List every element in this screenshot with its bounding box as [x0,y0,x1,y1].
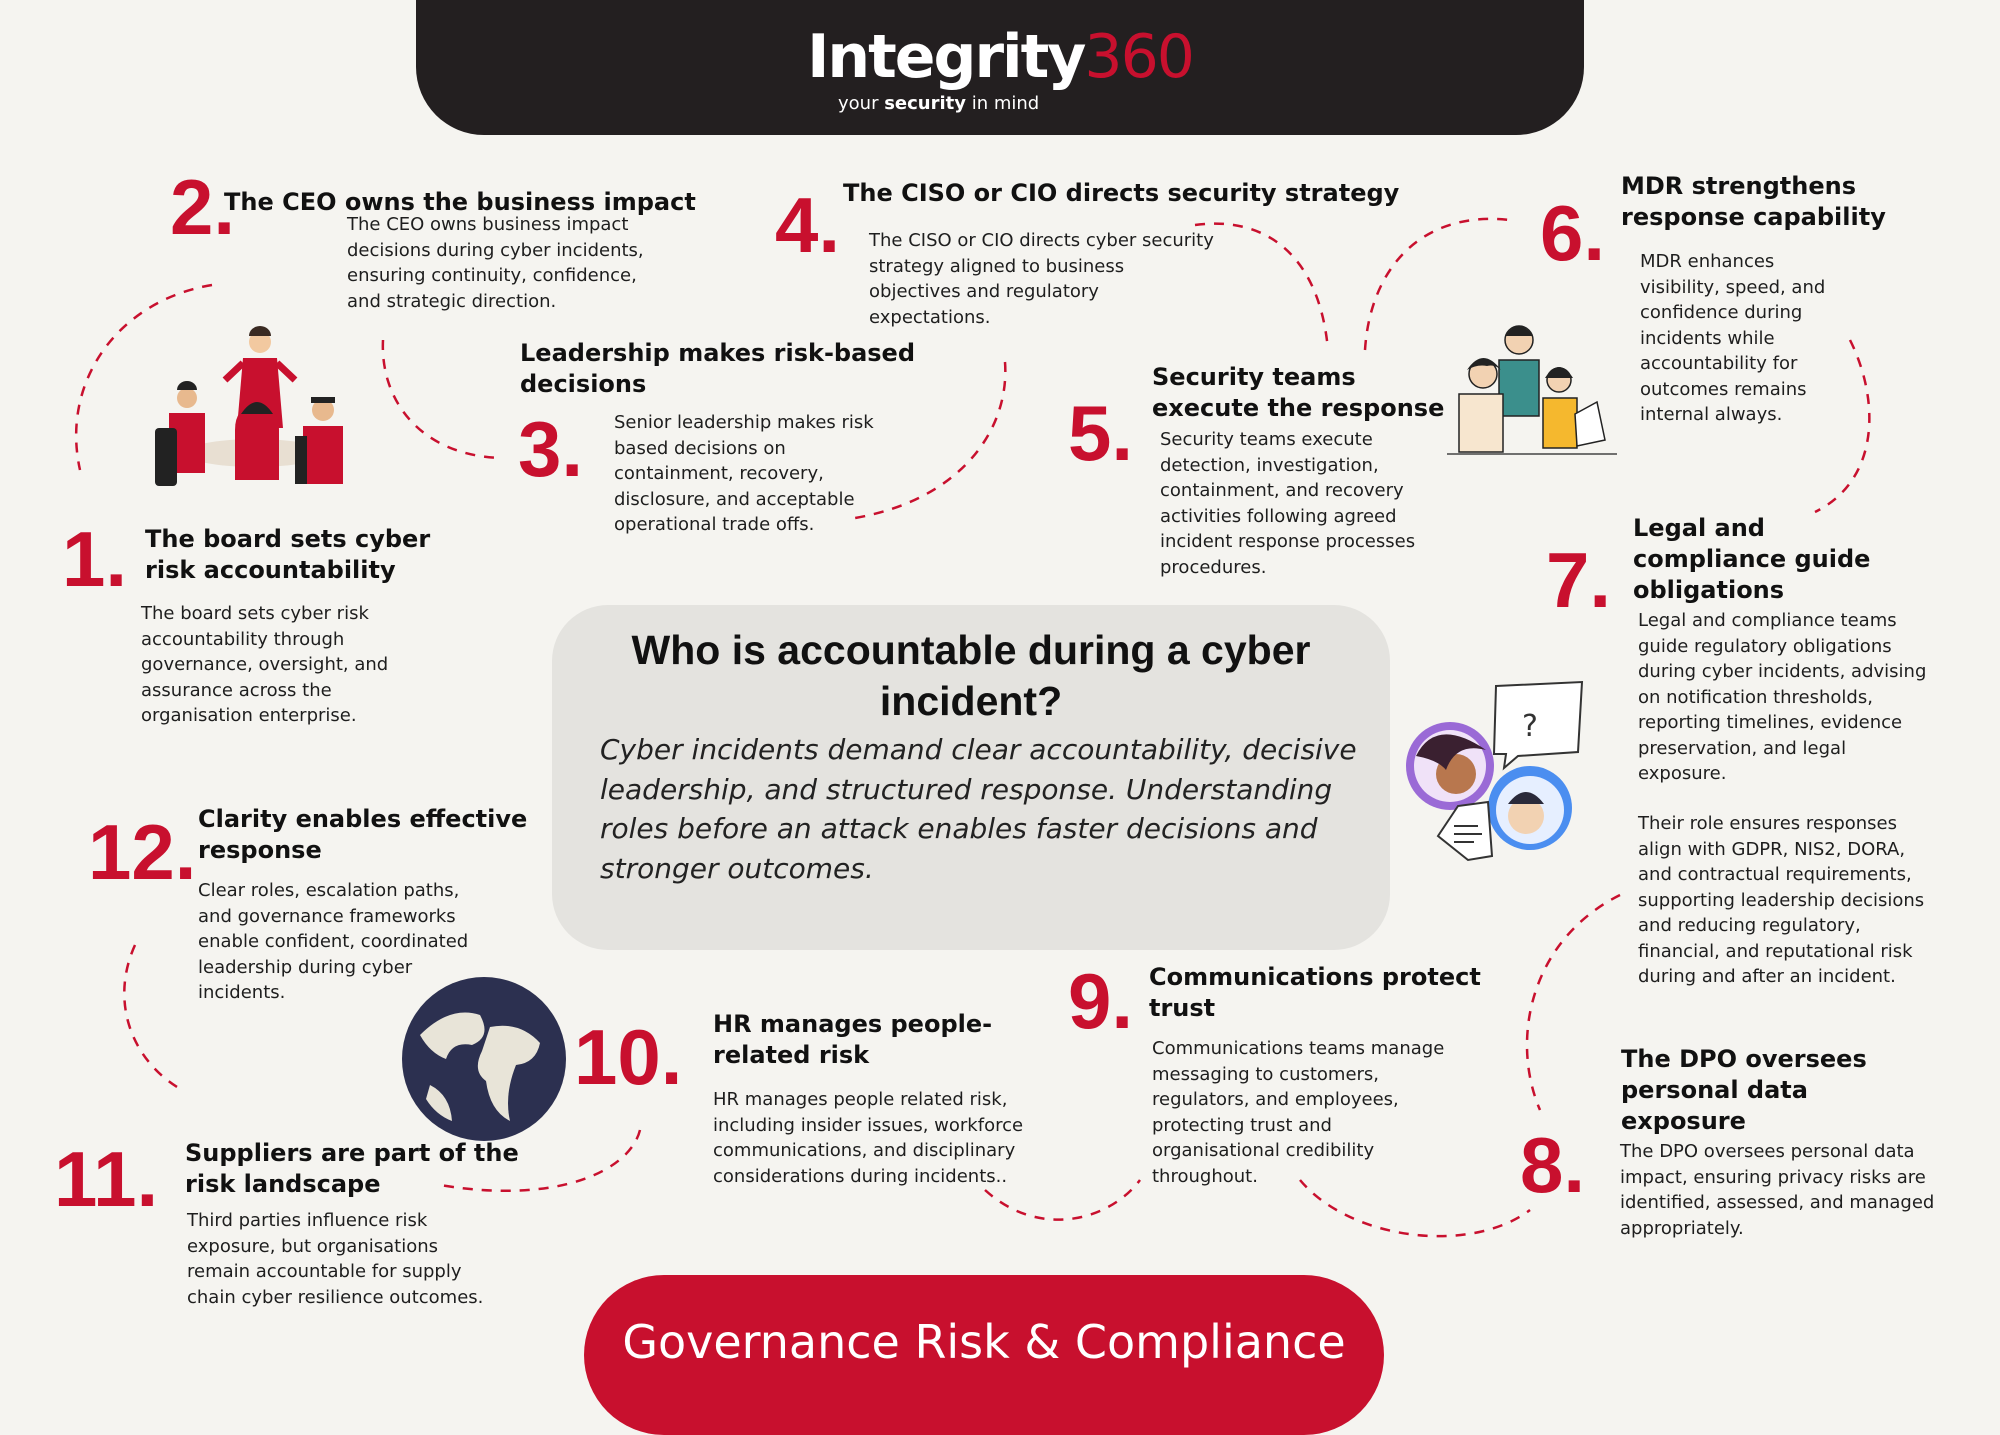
globe-illustration [400,975,568,1143]
logo-number: 360 [1084,22,1193,92]
item-3-body: Senior leadership makes risk based decisions on containment, recovery, disclosure, and acceptable operational trade offs. [614,412,874,535]
item-7-body: Legal and compliance teams guide regulatory obligations during cyber incidents, advising on notification thresholds, reporting timelines, evidence preservation, and legal exposure. [1638,610,1927,784]
item-4-number: 4. [775,181,841,269]
logo-word: Integrity [807,22,1085,92]
tagline-post: in mind [966,93,1040,114]
chat-avatars-illustration [1398,676,1588,866]
item-7-body-extra: Their role ensures responses align with GDPR, NIS2, DORA, and contractual requirements, supporting leadership decisions and reducing regulatory, financial, and reputational risk during and after an incident. [1638,813,1925,987]
brand-logo [416,22,1584,92]
item-1-body: The board sets cyber risk accountability through governance, oversight, and assurance across the organisation enterprise. [141,603,389,726]
tagline-bold: security [884,93,966,114]
item-10-number: 10. [574,1013,683,1101]
item-2-number: 2. [170,163,236,251]
meeting-illustration [145,318,360,490]
item-10-body: HR manages people related risk, including insider issues, workforce communications, and disciplinary considerations during incidents.. [713,1089,1024,1187]
item-4-body: The CISO or CIO directs cyber security strategy aligned to business objectives and regulatory expectations. [869,230,1214,328]
footer-banner [584,1275,1384,1435]
item-3-number: 3. [518,405,584,493]
header-banner [416,0,1584,135]
item-2-body: The CEO owns business impact decisions during cyber incidents, ensuring continuity, confidence, and strategic direction. [347,214,644,312]
item-12-title: Clarity enables effective response [198,805,528,864]
tagline [838,93,1039,114]
team-laptop-illustration [1447,318,1617,458]
item-9-number: 9. [1068,957,1134,1045]
item-9-title: Communications protect trust [1149,963,1481,1022]
item-8-title: The DPO oversees personal data exposure [1621,1045,1867,1135]
item-11-title: Suppliers are part of the risk landscape [185,1139,519,1198]
item-7-number: 7. [1546,536,1612,624]
tagline-pre: your [838,93,885,114]
center-panel [552,605,1390,950]
item-4-title: The CISO or CIO directs security strategy [843,179,1400,207]
item-10-title: HR manages people-related risk [713,1010,993,1069]
item-5-body: Security teams execute detection, investigation, containment, and recovery activities following agreed incident response processes procedures. [1160,429,1416,578]
item-12-number: 12. [88,808,197,896]
item-1-title: The board sets cyber risk accountability [145,525,431,584]
item-6-number: 6. [1540,189,1606,277]
item-2-title: The CEO owns the business impact [224,188,696,216]
item-12-body: Clear roles, escalation paths, and governance frameworks enable confident, coordinated leadership during cyber incidents. [198,880,469,1003]
item-6-title: MDR strengthens response capability [1621,172,1886,231]
item-11-number: 11. [54,1135,159,1223]
item-7-title: Legal and compliance guide obligations [1633,514,1871,604]
item-8-body: The DPO oversees personal data impact, ensuring privacy risks are identified, assessed, and managed appropriately. [1620,1141,1935,1239]
footer-title: Governance Risk & Compliance [622,1315,1346,1369]
item-5-number: 5. [1068,389,1134,477]
svg-text:?: ? [1522,709,1538,744]
center-body: Cyber incidents demand clear accountability, decisive leadership, and structured response. Understanding roles before an attack enables faster decisions and stronger outcomes. [600,733,1357,885]
item-5-title: Security teams execute the response [1152,363,1445,422]
item-8-number: 8. [1520,1121,1586,1209]
item-3-title: Leadership makes risk-based decisions [520,339,916,398]
item-11-body: Third parties influence risk exposure, but organisations remain accountable for supply chain cyber resilience outcomes. [187,1210,484,1308]
item-9-body: Communications teams manage messaging to customers, regulators, and employees, protecting trust and organisational credibility throughout. [1152,1038,1445,1187]
center-title: Who is accountable during a cyber incident? [631,627,1311,724]
item-1-number: 1. [62,515,128,603]
item-6-body: MDR enhances visibility, speed, and confidence during incidents while accountability for outcomes remains internal always. [1640,251,1826,425]
